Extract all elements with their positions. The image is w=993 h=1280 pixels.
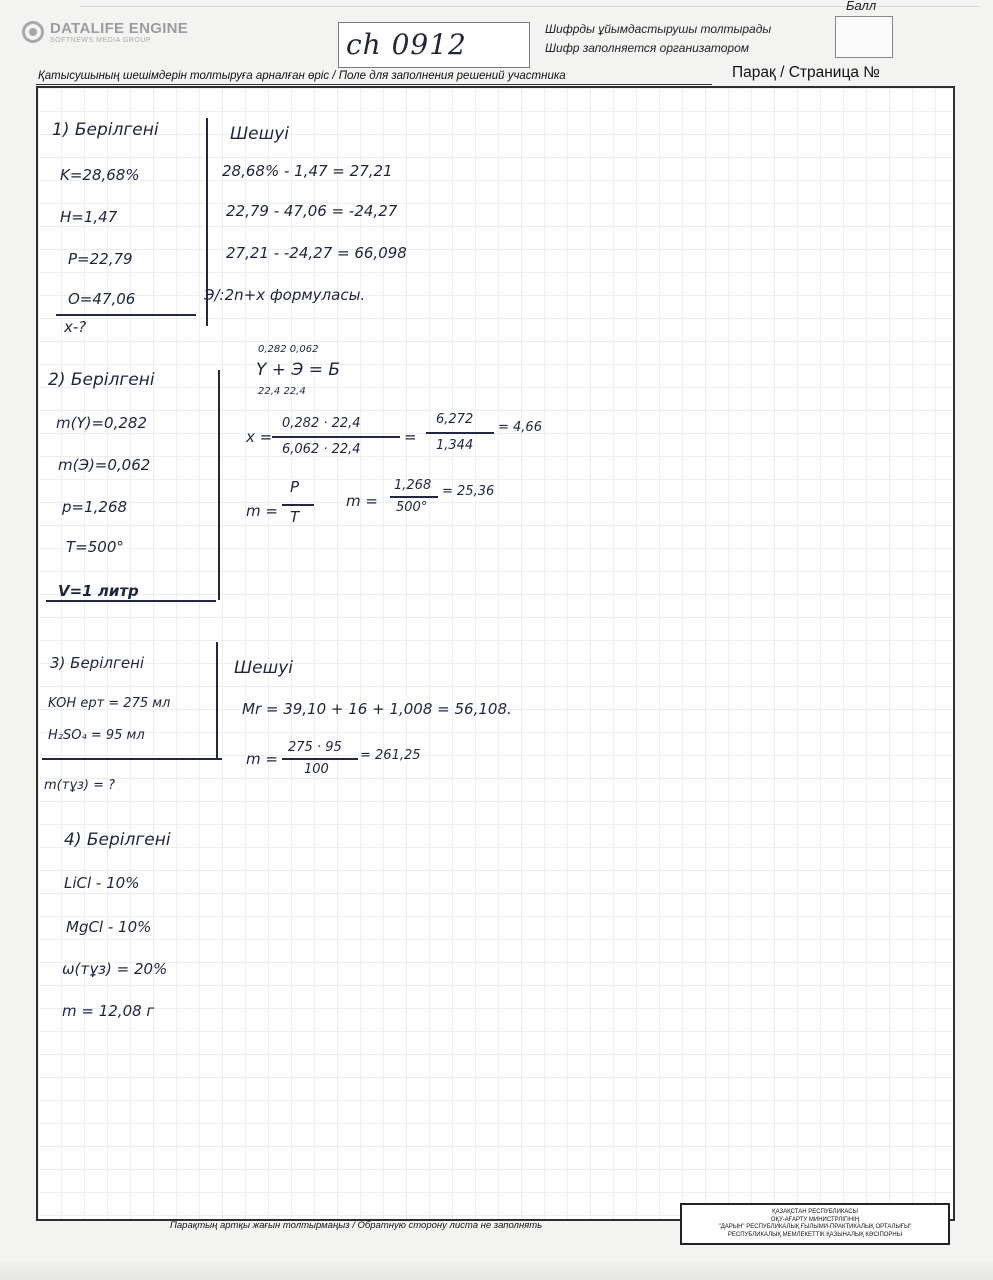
p3-given-3: m(тұз) = ? — [44, 778, 116, 793]
bottom-edge — [0, 1262, 993, 1280]
p2-x-eq: = — [404, 428, 417, 446]
stamp-line-1: ҚАЗАҚСТАН РЕСПУБЛИКАСЫ — [772, 1209, 858, 1215]
p2-given-1: m(Y)=0,282 — [56, 414, 147, 432]
p2-given-3: p=1,268 — [62, 498, 128, 516]
p1-step-3: 27,21 - -24,27 = 66,098 — [226, 244, 407, 262]
p3-m-num: 275 · 95 — [288, 740, 342, 755]
score-label: Балл — [846, 0, 877, 13]
p2-given-5: V=1 литр — [58, 582, 139, 600]
p2-m2-frac-bar — [390, 496, 438, 498]
p3-m-den: 100 — [304, 762, 329, 777]
p2-m-num: P — [290, 478, 300, 496]
p2-x-num2: 6,272 — [436, 412, 474, 427]
watermark-title: DATALIFE ENGINE — [50, 20, 189, 37]
p2-m2-result: = 25,36 — [442, 484, 495, 499]
footer-note: Парақтың артқы жағын толтырмаңыз / Обратную сторону листа не заполнять — [170, 1220, 543, 1231]
p2-x-num: 0,282 · 22,4 — [282, 416, 361, 431]
p2-x-result: = 4,66 — [498, 420, 542, 435]
p3-given-1: KOH ерт = 275 мл — [48, 696, 171, 711]
cipher-note-ru: Шифр заполняется организатором — [545, 41, 749, 55]
field-label: Қатысушының шешімдерін толтыруға арналған өріс / Поле для заполнения решений участника — [38, 70, 566, 82]
watermark-subtitle: SOFTNEWS MEDIA GROUP — [50, 37, 152, 44]
p3-m-result: = 261,25 — [360, 748, 421, 763]
p2-m-frac-bar — [282, 504, 314, 506]
p1-given-4: O=47,06 — [68, 290, 136, 308]
p2-m2-lhs: m = — [346, 492, 378, 510]
stamp-line-4: РЕСПУБЛИКАЛЫҚ МЕМЛЕКЕТТІК ҚАЗЫНАЛЫҚ КӘСІПОРНЫ — [727, 1231, 903, 1238]
score-box — [835, 16, 893, 58]
p1-work-title: Шешуі — [230, 124, 289, 144]
page-number-label: Парақ / Страница № — [732, 64, 880, 81]
cipher-note — [545, 20, 771, 58]
p2-title: 2) Берілгені — [48, 370, 155, 390]
p2-x-frac-bar — [272, 436, 400, 438]
p2-x-frac-bar-2 — [426, 432, 494, 434]
p2-x-den2: 1,344 — [436, 438, 474, 453]
field-underline — [36, 84, 712, 85]
organizer-stamp — [680, 1203, 950, 1245]
p3-given-underline — [42, 758, 222, 760]
p2-divider — [218, 370, 220, 600]
p2-given-underline — [46, 600, 216, 602]
p4-given-4: m = 12,08 г — [62, 1002, 155, 1020]
p2-x-den: 6,062 · 22,4 — [282, 442, 361, 457]
cipher-note-kz: Шифрды ұйымдастырушы толтырады — [545, 22, 772, 36]
p3-m-frac-bar — [282, 758, 358, 760]
p2-equation: Y + Э = Б — [256, 360, 341, 380]
p2-eq-bottom: 22,4 22,4 — [258, 386, 306, 397]
p4-given-2: MgCl - 10% — [66, 918, 152, 936]
p2-eq-top: 0,282 0,062 — [258, 344, 319, 355]
p3-mr-line: Mr = 39,10 + 16 + 1,008 = 56,108. — [242, 700, 512, 718]
p2-given-2: m(Э)=0,062 — [58, 456, 151, 474]
p1-given-underline — [56, 314, 196, 316]
p2-x-lhs: x = — [246, 428, 273, 446]
p4-given-3: ω(тұз) = 20% — [62, 960, 168, 978]
p1-step-1: 28,68% - 1,47 = 27,21 — [222, 162, 393, 180]
p3-m-lhs: m = — [246, 750, 278, 768]
p2-m-lhs: m = — [246, 502, 278, 520]
p3-title: 3) Берілгені — [50, 654, 145, 672]
p2-m2-num: 1,268 — [394, 478, 432, 493]
faint-top-rule — [80, 0, 980, 7]
stamp-line-3: "ДАРЫН" РЕСПУБЛИКАЛЫҚ ҒЫЛЫМИ-ПРАКТИКАЛЫҚ ОРТАЛЫҒЫ" — [718, 1224, 912, 1230]
p1-given-3: P=22,79 — [68, 250, 133, 268]
p2-m-den: T — [290, 508, 300, 526]
watermark — [22, 20, 188, 44]
p2-given-4: T=500° — [66, 538, 124, 556]
watermark-logo-icon — [22, 21, 44, 43]
p1-given-1: K=28,68% — [60, 166, 140, 184]
cipher-value: ch 0912 — [346, 28, 467, 61]
stamp-line-2: ОҚУ-АҒАРТУ МИНИСТРЛІГІНІҢ — [770, 1216, 860, 1223]
p1-step-4: Э/:2n+x формуласы. — [204, 286, 366, 304]
p1-title: 1) Берілгені — [52, 120, 159, 140]
p1-given-5: x-? — [64, 318, 87, 336]
p3-work-title: Шешуі — [234, 658, 293, 678]
p4-title: 4) Берілгені — [64, 830, 171, 850]
p1-given-2: H=1,47 — [60, 208, 118, 226]
answer-sheet — [36, 86, 955, 1221]
p3-given-2: H₂SO₄ = 95 мл — [48, 728, 145, 743]
p2-m2-den: 500° — [396, 500, 428, 515]
p1-step-2: 22,79 - 47,06 = -24,27 — [226, 202, 398, 220]
p3-divider — [216, 642, 218, 760]
p4-given-1: LiCl - 10% — [64, 874, 140, 892]
